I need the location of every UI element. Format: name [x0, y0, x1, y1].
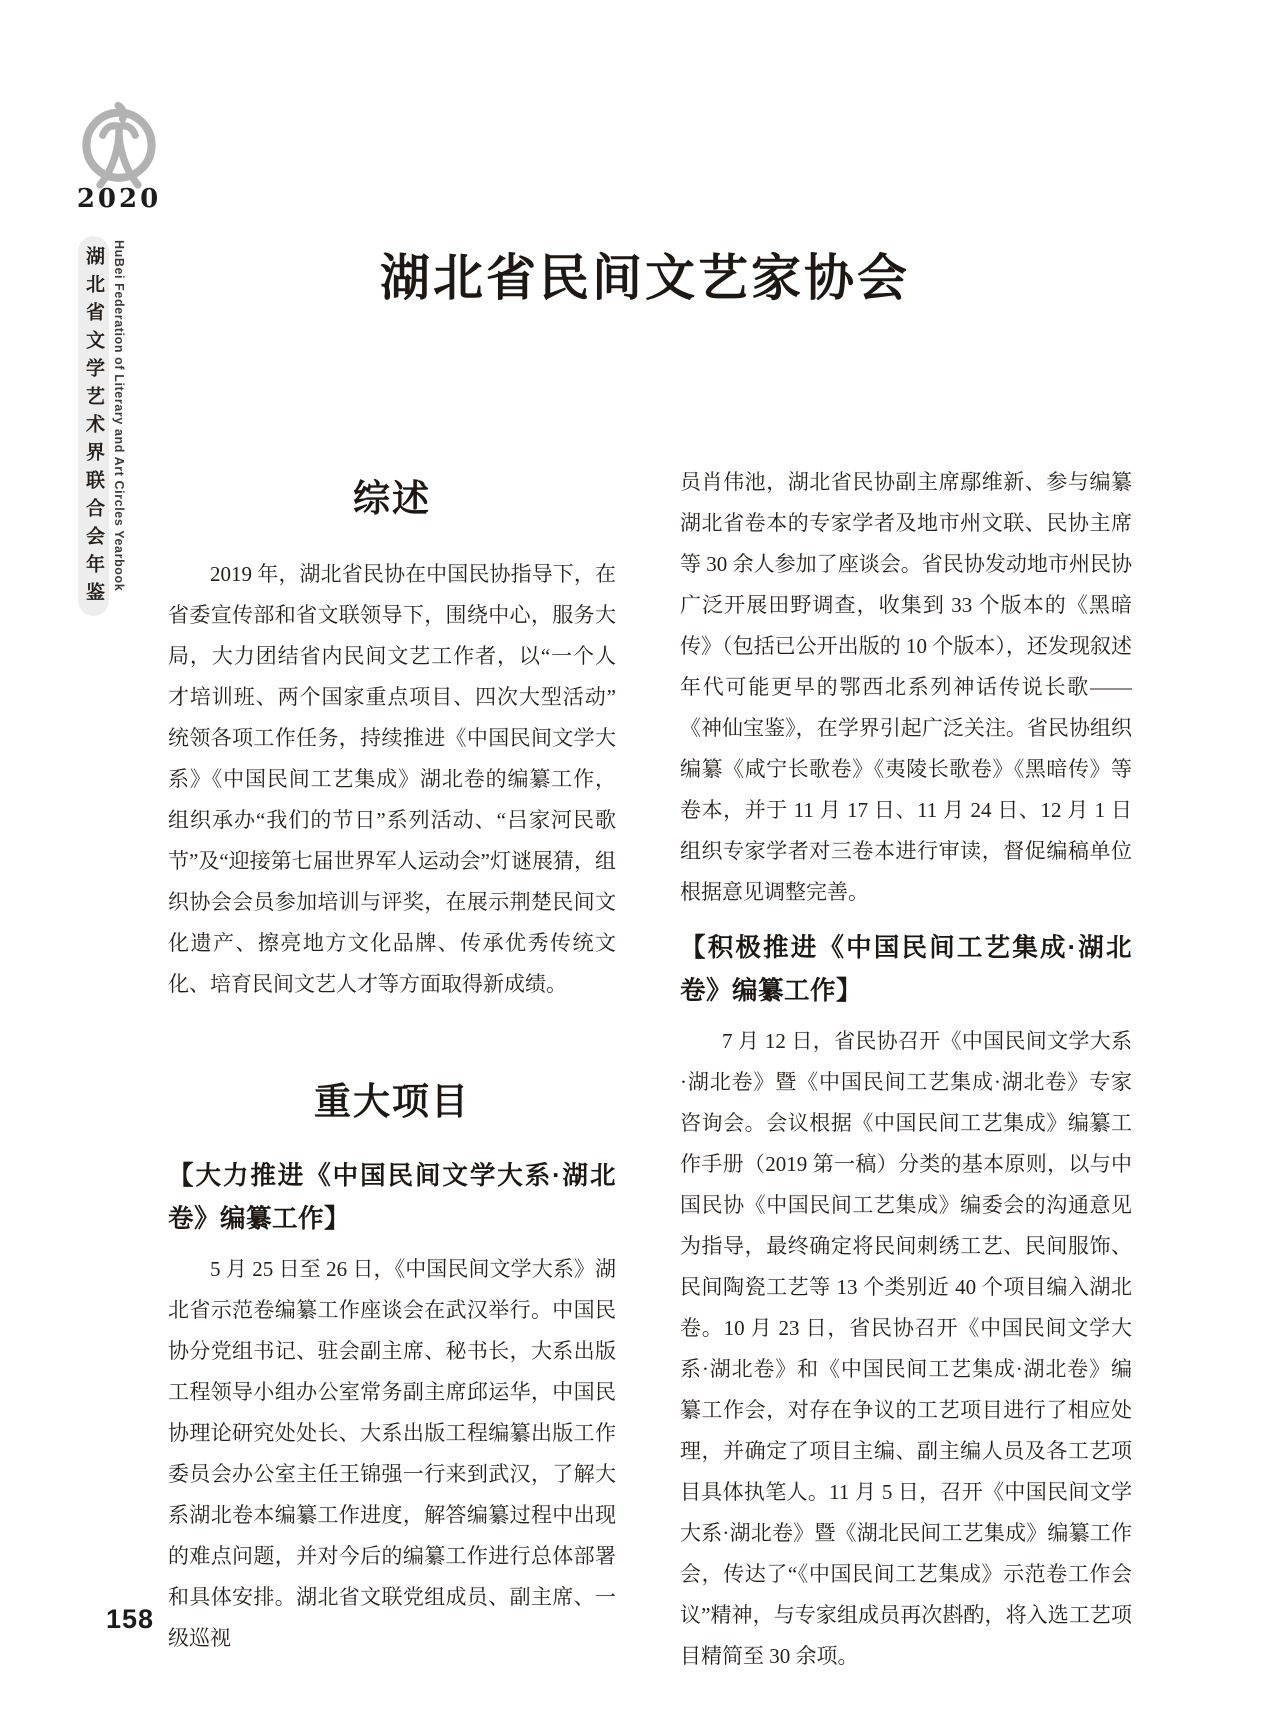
sidebar-title-bar	[78, 236, 109, 616]
entry-1-heading: 【大力推进《中国民间文学大系·湖北卷》编纂工作】	[168, 1162, 616, 1233]
sidebar-title-english: HuBei Federation of Literary and Art Circles Yearbook	[112, 240, 126, 592]
major-projects-heading: 重大项目	[314, 1081, 470, 1122]
entry-1-paragraph-part1: 5 月 25 日至 26 日，《中国民间文学大系》湖北省示范卷编纂工作座谈会在武汉举行。中国民协分党组书记、驻会副主席、秘书长，大系出版工程领导小组办公室常务副主席邱运华，中国民协理论研究处处长、大系出版工程编纂出版工作委员会办公室主任王锦强一行来到武汉，了解大系湖北卷本编纂工作进度，解答编纂过程中出现的难点问题，并对今后的编纂工作进行总体部署和具体安排。湖北省文联党组成员、副主席、一级巡视	[168, 1257, 616, 1650]
overview-paragraph: 2019 年，湖北省民协在中国民协指导下，在省委宣传部和省文联领导下，围绕中心，服务大局，大力团结省内民间文艺工作者，以“一个人才培训班、两个国家重点项目、四次大型活动”统领各项工作任务，持续推进《中国民间文学大系》《中国民间工艺集成》湖北卷的编纂工作，组织承办“我们的节日”系列活动、“吕家河民歌节”及“迎接第七届世界军人运动会”灯谜展猜，组织协会会员参加培训与评奖，在展示荆楚民间文化遗产、擦亮地方文化品牌、传承优秀传统文化、培育民间文艺人才等方面取得新成绩。	[168, 562, 616, 996]
left-column	[168, 468, 616, 1659]
overview-heading: 综述	[353, 478, 431, 519]
page-title: 湖北省民间文艺家协会	[380, 250, 910, 306]
year-label: 2020	[76, 184, 162, 214]
entry-1-paragraph-part2: 员肖伟池，湖北省民协副主席鄢维新、参与编纂湖北省卷本的专家学者及地市州文联、民协主席等 30 余人参加了座谈会。省民协发动地市州民协广泛开展田野调查，收集到 33 个版本的《黑暗传》（包括已公开出版的 10 个版本），还发现叙述年代可能更早的鄂西北系列神话传说长歌——《神仙宝鉴》，在学界引起广泛关注。省民协组织编纂《咸宁长歌卷》《夷陵长歌卷》《黑暗传》等卷本，并于 11 月 17 日、11 月 24 日、12 月 1 日组织专家学者对三卷本进行审读，督促编稿单位根据意见调整完善。	[680, 470, 1132, 904]
entry-2-heading: 【积极推进《中国民间工艺集成·湖北卷》编纂工作】	[680, 934, 1132, 1005]
entry-2-paragraph: 7 月 12 日，省民协召开《中国民间文学大系·湖北卷》暨《中国民间工艺集成·湖北卷》专家咨询会。会议根据《中国民间工艺集成》编纂工作手册（2019 第一稿）分类的基本原则，以与中国民协《中国民间工艺集成》编委会的沟通意见为指导，最终确定将民间刺绣工艺、民间服饰、民间陶瓷工艺等 13 个类别近 40 个项目编入湖北卷。10 月 23 日，省民协召开《中国民间文学大系·湖北卷》和《中国民间工艺集成·湖北卷》编纂工作会，对存在争议的工艺项目进行了相应处理，并确定了项目主编、副主编人员及各工艺项目具体执笔人。11 月 5 日，召开《中国民间文学大系·湖北卷》暨《湖北民间工艺集成》编纂工作会，传达了“《中国民间工艺集成》示范卷工作会议”精神，与专家组成员再次斟酌，将入选工艺项目精简至 30 余项。	[680, 1029, 1132, 1668]
right-column	[680, 462, 1132, 1677]
page-number: 158	[106, 1604, 155, 1634]
sidebar-title-chinese: 湖北省文学艺术界联合会年鉴	[83, 246, 104, 610]
